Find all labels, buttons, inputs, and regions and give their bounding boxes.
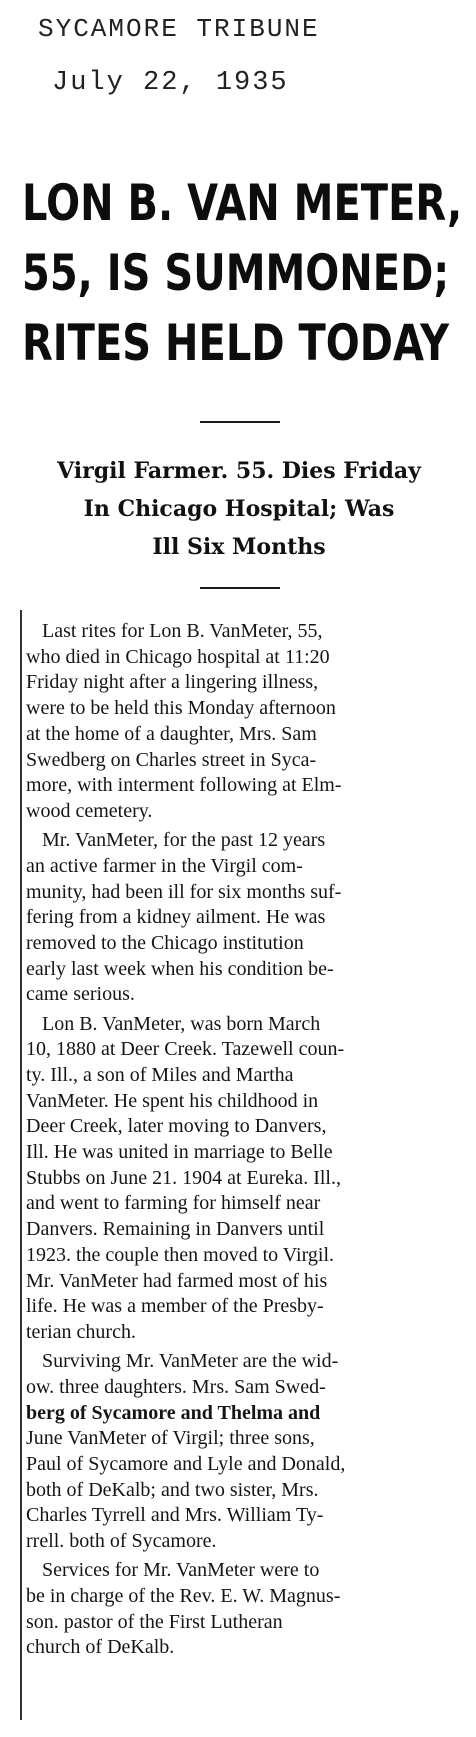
article-line: rrell. both of Sycamore.	[26, 1530, 217, 1553]
article-line: Last rites for Lon B. VanMeter, 55,	[42, 620, 323, 642]
article-line: early last week when his condition be-	[26, 957, 334, 980]
article-line: both of DeKalb; and two sister, Mrs.	[26, 1478, 319, 1501]
subheadline	[22, 452, 456, 566]
column-rule	[20, 610, 22, 1720]
article-paragraph	[26, 1012, 454, 1346]
subheadline-line: In Chicago Hospital; Was	[83, 496, 395, 522]
article-line: Mr. VanMeter had farmed most of his	[26, 1269, 328, 1292]
article-line: 1923. the couple then moved to Virgil.	[26, 1243, 335, 1266]
article-line: Stubbs on June 21. 1904 at Eureka. Ill.,	[26, 1166, 341, 1189]
article-line: an active farmer in the Virgil com-	[26, 854, 303, 877]
article-line: June VanMeter of Virgil; three sons,	[26, 1427, 315, 1450]
article-line: Surviving Mr. VanMeter are the wid-	[42, 1350, 339, 1373]
article-line: be in charge of the Rev. E. W. Magnus-	[26, 1585, 341, 1608]
article-line: terian church.	[26, 1320, 136, 1343]
subheadline-line: Virgil Farmer. 55. Dies Friday	[57, 458, 421, 484]
article-line: Paul of Sycamore and Lyle and Donald,	[26, 1453, 346, 1475]
article-line: more, with interment following at Elm-	[26, 774, 342, 797]
article-line: Danvers. Remaining in Danvers until	[26, 1218, 325, 1241]
article-line: were to be held this Monday afternoon	[26, 697, 336, 720]
article-line: life. He was a member of the Presby-	[26, 1295, 324, 1318]
article-line: Lon B. VanMeter, was born March	[42, 1012, 321, 1035]
subheadline-line: Ill Six Months	[152, 534, 326, 560]
article-line: fering from a kidney ailment. He was	[26, 906, 326, 929]
headline-line: LON B. VAN METER,	[22, 174, 463, 232]
article-line: ow. three daughters. Mrs. Sam Swed-	[26, 1375, 326, 1398]
article-line: ty. Ill., a son of Miles and Martha	[26, 1063, 294, 1086]
article-paragraph	[26, 1558, 454, 1661]
article-paragraph	[26, 619, 454, 825]
headline	[22, 168, 463, 378]
subheadline-divider	[200, 587, 280, 589]
article-paragraph	[26, 1349, 454, 1555]
article-line: church of DeKalb.	[26, 1636, 175, 1659]
article-line: son. pastor of the First Lutheran	[26, 1610, 283, 1633]
article-line: Ill. He was united in marriage to Belle	[26, 1141, 333, 1164]
article-line: berg of Sycamore and Thelma and	[26, 1401, 321, 1424]
article-line: removed to the Chicago institution	[26, 931, 304, 954]
article-line: munity, had been ill for six months suf-	[26, 880, 342, 903]
publication-date: July 22, 1935	[52, 68, 289, 98]
headline-line: RITES HELD TODAY	[22, 314, 450, 372]
publication-name: SYCAMORE TRIBUNE	[38, 14, 320, 44]
article-line: wood cemetery.	[26, 799, 153, 822]
article-line: Swedberg on Charles street in Syca-	[26, 748, 317, 771]
headline-line: 55, IS SUMMONED;	[22, 244, 450, 302]
article-line: at the home of a daughter, Mrs. Sam	[26, 722, 317, 745]
article-line: and went to farming for himself near	[26, 1192, 321, 1215]
article-line: Mr. VanMeter, for the past 12 years	[42, 829, 326, 852]
article-body	[26, 619, 454, 1665]
article-line: who died in Chicago hospital at 11:20	[26, 645, 330, 668]
article-line: Services for Mr. VanMeter were to	[42, 1559, 320, 1582]
article-line: Deer Creek, later moving to Danvers,	[26, 1115, 327, 1138]
article-line: VanMeter. He spent his childhood in	[26, 1089, 319, 1112]
article-line: Charles Tyrrell and Mrs. William Ty-	[26, 1504, 324, 1527]
headline-divider	[200, 421, 280, 423]
article-paragraph	[26, 828, 454, 1008]
article-line: 10, 1880 at Deer Creek. Tazewell coun-	[26, 1038, 345, 1061]
article-line: came serious.	[26, 983, 135, 1006]
article-line: Friday night after a lingering illness,	[26, 671, 319, 694]
